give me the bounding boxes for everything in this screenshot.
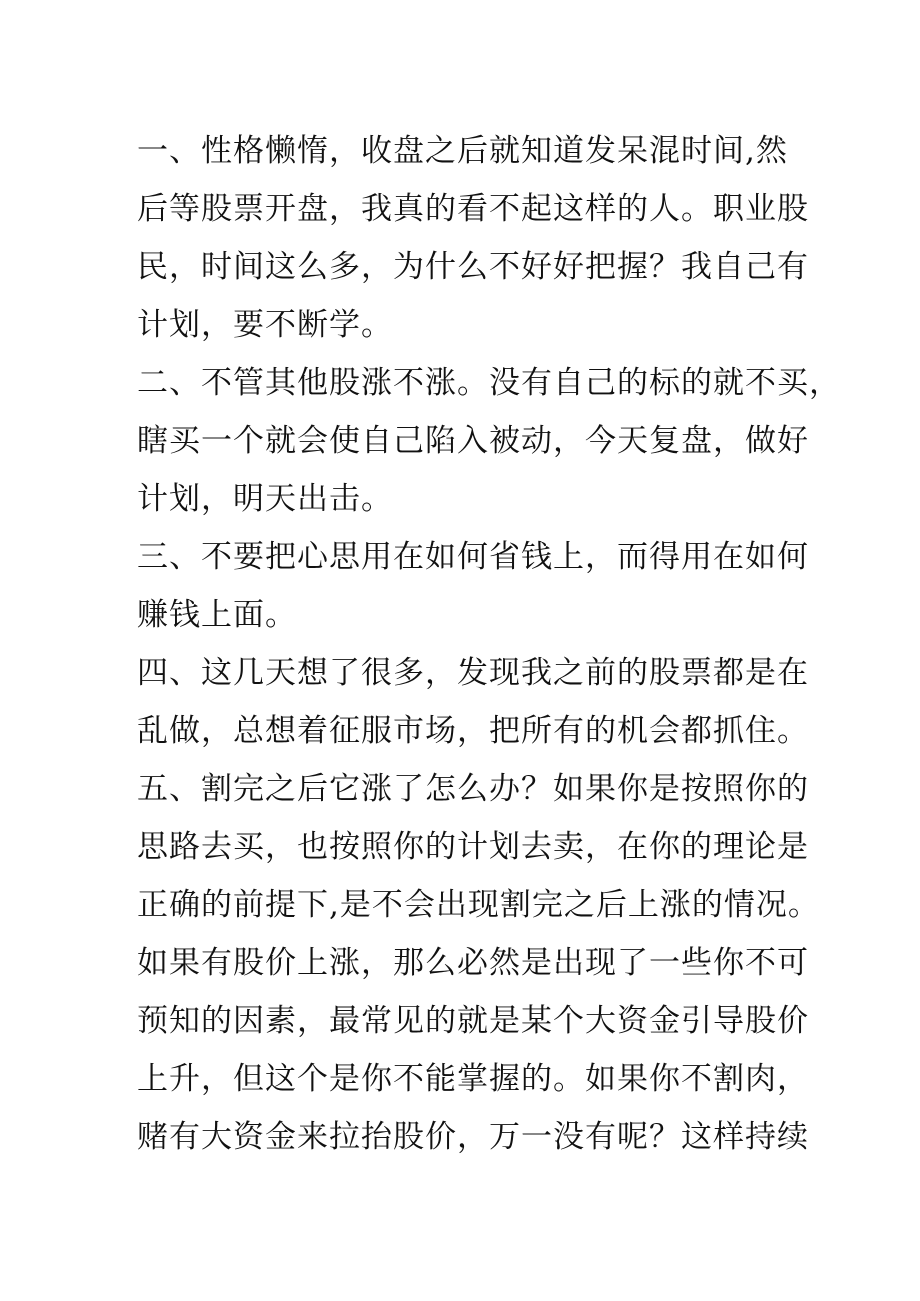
text-line: 赌有大资金来拉抬股价，万一没有呢？这样持续 — [137, 1119, 809, 1155]
text-line: 后等股票开盘，我真的看不起这样的人。职业股 — [137, 191, 809, 227]
text-line: 瞎买一个就会使自己陷入被动，今天复盘，做好 — [137, 423, 809, 459]
text-line: 乱做，总想着征服市场，把所有的机会都抓住。 — [137, 713, 809, 749]
text-line: 民，时间这么多，为什么不好好把握？我自己有 — [137, 249, 809, 285]
text-line: 四、这几天想了很多，发现我之前的股票都是在 — [137, 655, 809, 691]
text-line: 思路去买，也按照你的计划去卖，在你的理论是 — [137, 829, 809, 865]
text-line: 上升，但这个是你不能掌握的。如果你不割肉， — [137, 1061, 809, 1097]
text-line: 二、不管其他股涨不涨。没有自己的标的就不买， — [137, 365, 841, 401]
text-line: 赚钱上面。 — [137, 597, 297, 633]
text-line: 正确的前提下,是不会出现割完之后上涨的情况。 — [137, 887, 820, 923]
text-line: 一、性格懒惰，收盘之后就知道发呆混时间,然 — [137, 133, 788, 169]
text-line: 五、割完之后它涨了怎么办？如果你是按照你的 — [137, 771, 809, 807]
text-line: 三、不要把心思用在如何省钱上，而得用在如何 — [137, 539, 809, 575]
document-body-text — [137, 122, 841, 1166]
text-line: 预知的因素，最常见的就是某个大资金引导股价 — [137, 1003, 809, 1039]
text-line: 计划，明天出击。 — [137, 481, 393, 517]
text-line: 计划，要不断学。 — [137, 307, 393, 343]
text-line: 如果有股价上涨，那么必然是出现了一些你不可 — [137, 945, 809, 981]
